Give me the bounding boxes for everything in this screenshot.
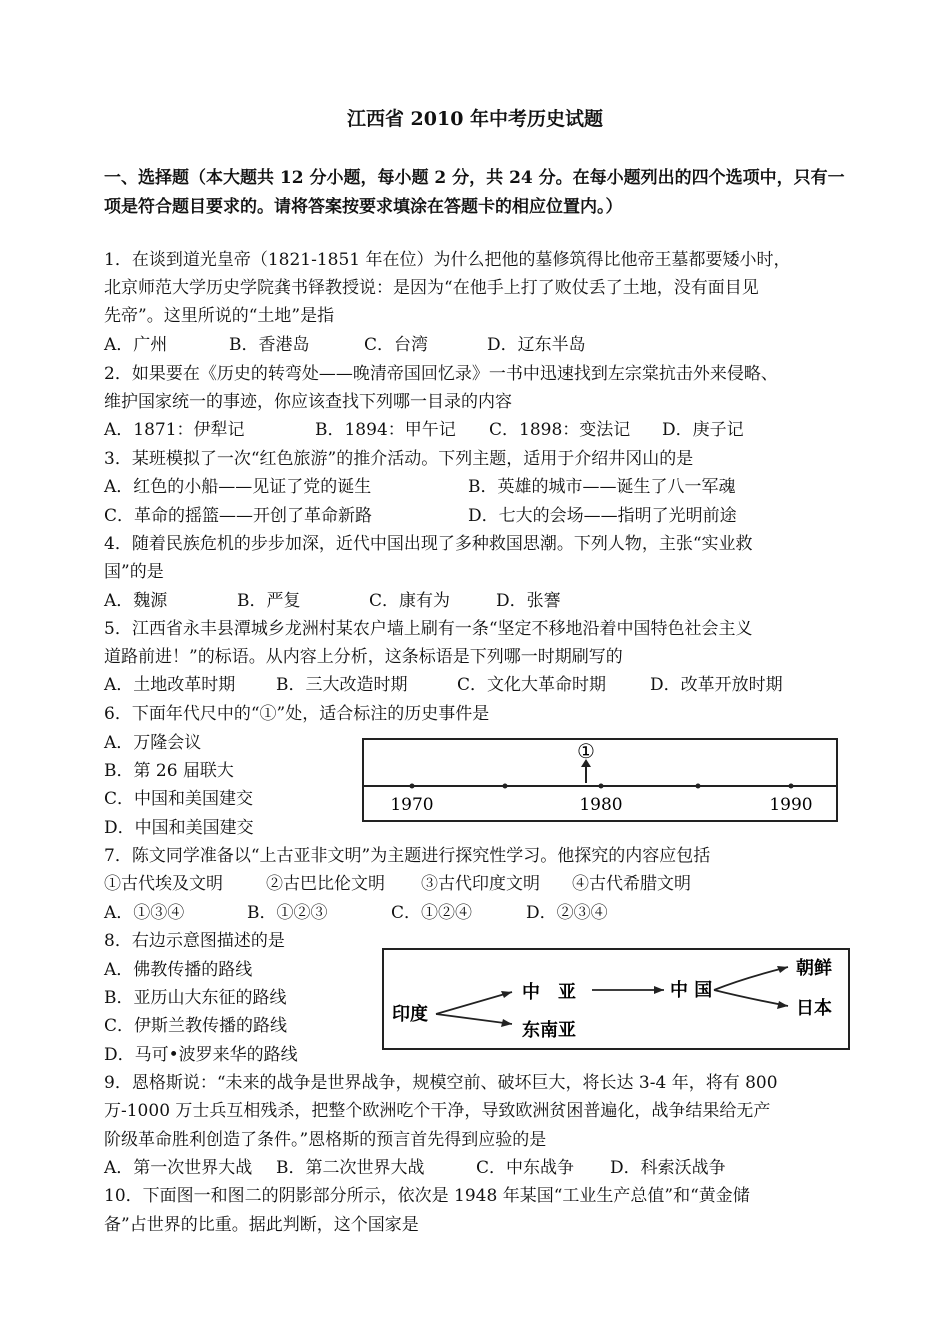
option-b: B．第 26 届联大 (104, 761, 234, 781)
question-9-line-2: 万-1000 万士兵互相残杀，把整个欧洲吃个干净，导致欧洲贫困普遍化，战争结果给无产 (104, 1101, 771, 1121)
arrowhead-icon (654, 986, 664, 994)
arrowhead-icon (777, 966, 788, 973)
node-central-asia: 中 亚 (522, 982, 576, 1003)
node-japan: 日本 (796, 998, 832, 1019)
route-arrow (436, 992, 512, 1014)
question-9-line-1: 9．恩格斯说：“未来的战争是世界战争，规模空前、破坏巨大，将长达 3-4 年，将有 800 (104, 1073, 778, 1093)
question-1-options (104, 334, 586, 356)
option-a: A．第一次世界大战 (104, 1158, 253, 1178)
question-7-line-1: 7．陈文同学准备以“上古亚非文明”为主题进行探究性学习。他探究的内容应包括 (104, 846, 711, 866)
option-b: B．亚历山大东征的路线 (104, 988, 287, 1008)
question-2-options (104, 419, 744, 441)
node-india: 印度 (392, 1004, 428, 1025)
question-4-line-2: 国”的是 (104, 562, 164, 582)
option-d: D．七大的会场——指明了光明前途 (468, 506, 737, 526)
option-a: A．广州 (104, 335, 168, 355)
option-a: A．万隆会议 (104, 733, 202, 753)
timeline-tick-label: 1980 (579, 795, 623, 815)
question-3-line-1: 3．某班模拟了一次“红色旅游”的推介活动。下列主题，适用于介绍井冈山的是 (104, 449, 694, 469)
option-c: C．伊斯兰教传播的路线 (104, 1016, 288, 1036)
option-d: D．中国和美国建交 (104, 818, 254, 838)
option-d: D．②③④ (526, 903, 608, 923)
arrowhead-icon (501, 991, 512, 998)
question-9-line-3: 阶级革命胜利创造了条件。”恩格斯的预言首先得到应验的是 (104, 1130, 547, 1150)
item-2: ②古巴比伦文明 (266, 874, 385, 894)
option-d: D．马可•波罗来华的路线 (104, 1045, 298, 1065)
option-c: C．中东战争 (476, 1158, 575, 1178)
option-a: A．土地改革时期 (104, 675, 236, 695)
question-7-options (104, 902, 608, 924)
question-2-line-2: 维护国家统一的事迹，你应该查找下列哪一目录的内容 (104, 392, 512, 412)
route-arrow (714, 967, 788, 990)
timeline-dot (410, 784, 415, 789)
option-b: B．1894：甲午记 (315, 420, 456, 440)
question-6-line-1: 6．下面年代尺中的“①”处，适合标注的历史事件是 (104, 704, 490, 724)
question-3-options-row-2 (104, 505, 737, 527)
question-5-options (104, 674, 783, 696)
question-8-line-1: 8．右边示意图描述的是 (104, 931, 285, 951)
question-7-items (104, 873, 691, 895)
option-d: D．辽东半岛 (487, 335, 586, 355)
option-b: B．①②③ (247, 903, 328, 923)
option-d: D．科索沃战争 (610, 1158, 726, 1178)
route-diagram (382, 948, 850, 1050)
option-d: D．张謇 (496, 591, 561, 611)
node-southeast-asia: 东南亚 (522, 1020, 576, 1041)
timeline-tick-label: 1990 (769, 795, 813, 815)
question-2-line-1: 2．如果要在《历史的转弯处——晚清帝国回忆录》一书中迅速找到左宗棠抗击外来侵略、 (104, 364, 778, 384)
timeline-dot (599, 784, 604, 789)
option-c: C．文化大革命时期 (457, 675, 607, 695)
route-arrow (436, 1014, 512, 1024)
question-4-options (104, 590, 561, 612)
question-10-line-1: 10．下面图一和图二的阴影部分所示，依次是 1948 年某国“工业生产总值”和“黄金储 (104, 1186, 750, 1206)
question-1-line-1: 1．在谈到道光皇帝（1821-1851 年在位）为什么把他的墓修筑得比他帝王墓都要矮小时， (104, 250, 791, 270)
timeline-dot (789, 784, 794, 789)
option-a: A．①③④ (104, 903, 185, 923)
option-a: A．佛教传播的路线 (104, 960, 253, 980)
item-4: ④古代希腊文明 (572, 874, 691, 894)
option-b: B．英雄的城市——诞生了八一军魂 (468, 477, 736, 497)
route-arrow (714, 990, 788, 1006)
question-9-options (104, 1157, 726, 1179)
question-1-line-3: 先帝”。这里所说的“土地”是指 (104, 306, 335, 326)
option-b: B．香港岛 (229, 335, 310, 355)
item-1: ①古代埃及文明 (104, 874, 223, 894)
question-3-options-row-1 (104, 476, 736, 498)
option-a: A．红色的小船——见证了党的诞生 (104, 477, 372, 497)
option-c: C．台湾 (364, 335, 429, 355)
node-korea: 朝鲜 (796, 958, 832, 979)
section-heading: 一、选择题（本大题共 12 分小题，每小题 2 分，共 24 分。在每小题列出的四个选项中，只有一项是符合题目要求的。请将答案按要求填涂在答题卡的相应位置内。） (104, 168, 845, 217)
timeline-tick-label: 1970 (390, 795, 434, 815)
option-c: C．1898：变法记 (489, 420, 631, 440)
option-c: C．①②④ (391, 903, 473, 923)
option-b: B．三大改造时期 (276, 675, 408, 695)
page-title: 江西省 2010 年中考历史试题 (346, 108, 604, 130)
option-b: B．第二次世界大战 (276, 1158, 425, 1178)
question-1-line-2: 北京师范大学历史学院龚书铎教授说：是因为“在他手上打了败仗丢了土地，没有面目见 (104, 278, 759, 298)
node-china: 中 国 (670, 980, 713, 1001)
route-svg (384, 950, 848, 1048)
option-d: D．改革开放时期 (650, 675, 783, 695)
timeline-svg (364, 740, 836, 820)
question-4-line-1: 4．随着民族危机的步步加深，近代中国出现了多种救国思潮。下列人物，主张“实业救 (104, 534, 753, 554)
option-c: C．康有为 (369, 591, 451, 611)
option-c: C．中国和美国建交 (104, 789, 254, 809)
question-10-line-2: 备”占世界的比重。据此判断，这个国家是 (104, 1215, 419, 1235)
timeline-marker: ① (577, 740, 595, 763)
item-3: ③古代印度文明 (421, 874, 540, 894)
option-b: B．严复 (237, 591, 301, 611)
option-d: D．庚子记 (662, 420, 744, 440)
timeline-dot (503, 784, 508, 789)
question-5-line-1: 5．江西省永丰县潭城乡龙洲村某农户墙上刷有一条“坚定不移地沿着中国特色社会主义 (104, 619, 753, 639)
option-a: A．魏源 (104, 591, 168, 611)
option-a: A．1871：伊犁记 (104, 420, 245, 440)
question-5-line-2: 道路前进！”的标语。从内容上分析，这条标语是下列哪一时期刷写的 (104, 647, 623, 667)
timeline-figure (362, 738, 838, 822)
option-c: C．革命的摇篮——开创了革命新路 (104, 506, 373, 526)
timeline-dot (696, 784, 701, 789)
